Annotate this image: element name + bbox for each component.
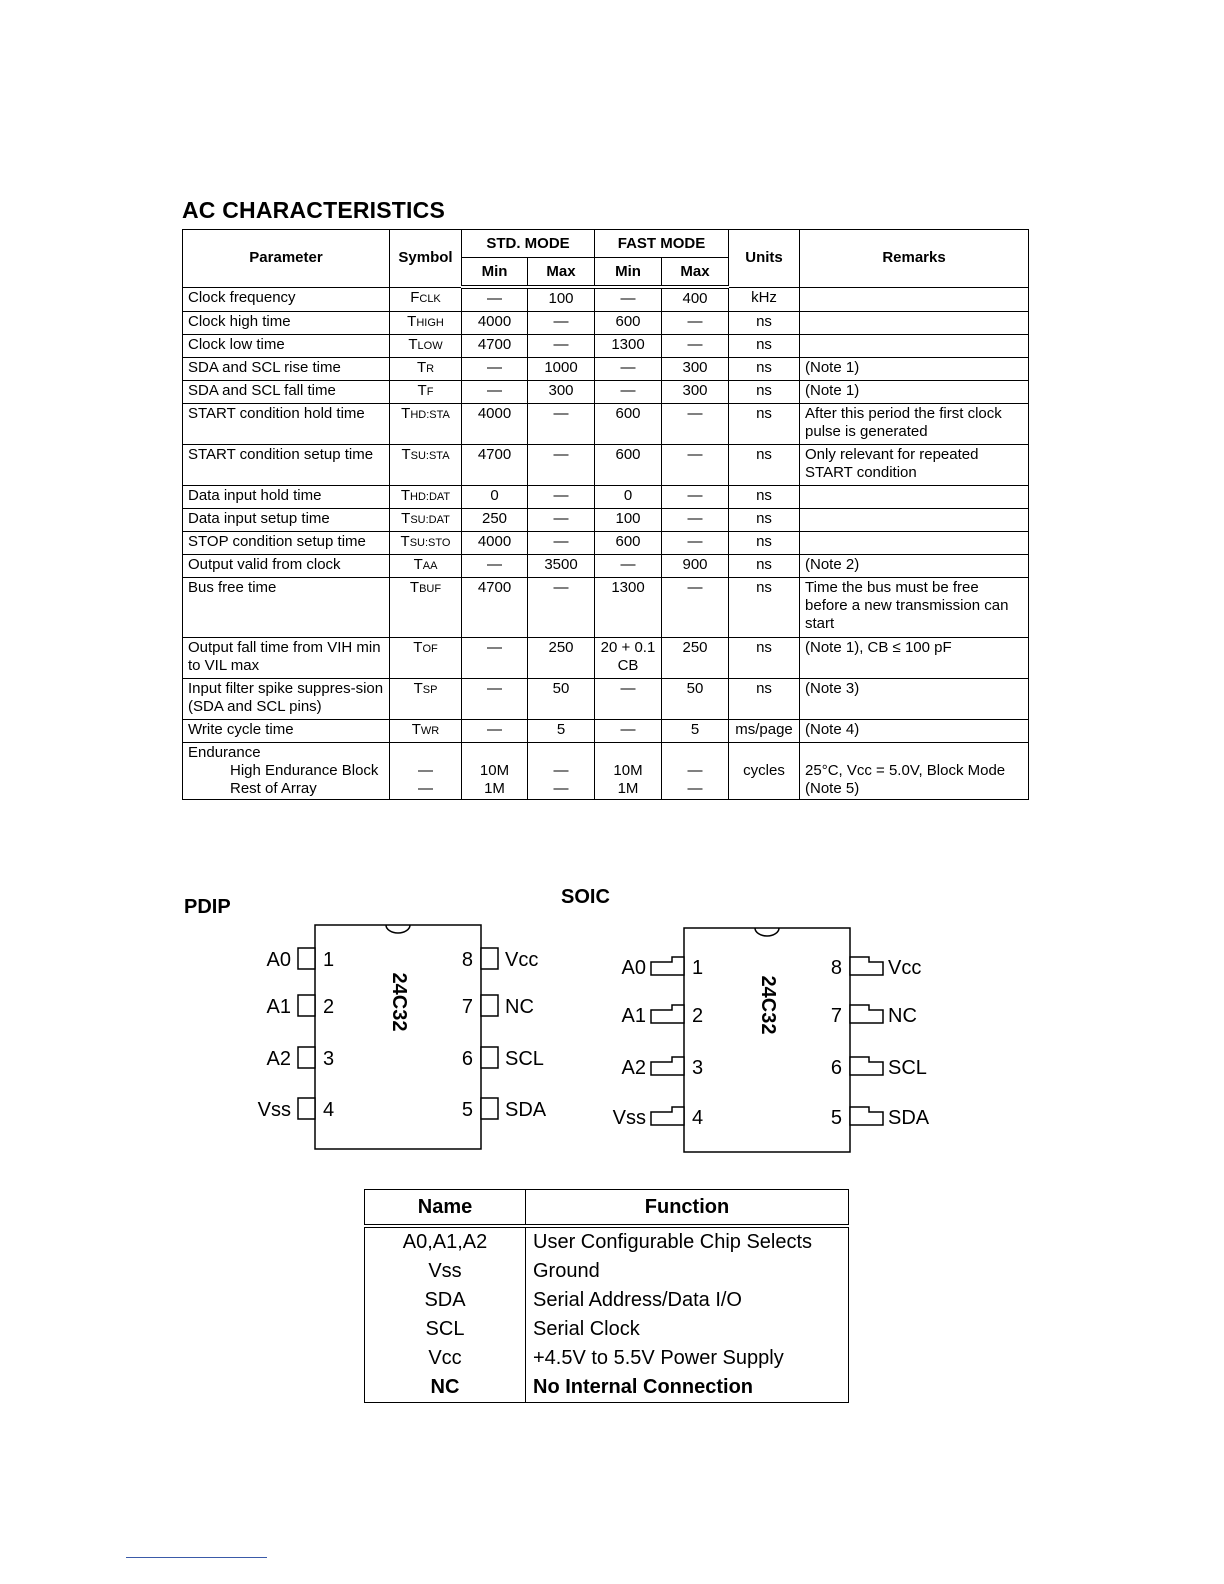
std-max-cell: — bbox=[528, 486, 595, 509]
fast-max-cell: — bbox=[662, 445, 729, 486]
fast-max-cell: — bbox=[662, 578, 729, 638]
remarks-cell: After this period the first clock pulse is generated bbox=[800, 404, 1029, 445]
symbol-cell: TBUF bbox=[390, 578, 462, 638]
remarks-cell: (Note 3) bbox=[800, 679, 1029, 720]
fast-min-cell: — bbox=[595, 555, 662, 578]
pin-name-label: Vss bbox=[257, 1099, 291, 1121]
param-cell: Output valid from clock bbox=[183, 555, 390, 578]
pin-lead bbox=[481, 1047, 498, 1068]
std-min-cell: 0 bbox=[462, 486, 528, 509]
table-row bbox=[183, 638, 1029, 679]
pin-lead bbox=[651, 1057, 684, 1075]
fast-max-cell: 300 bbox=[662, 381, 729, 404]
table-row bbox=[183, 404, 1029, 445]
remarks-cell: (Note 1), CB ≤ 100 pF bbox=[800, 638, 1029, 679]
std-max-cell: 50 bbox=[528, 679, 595, 720]
units-cell: ns bbox=[729, 381, 800, 404]
std-min-cell: — bbox=[462, 720, 528, 743]
symbol-cell: THD:STA bbox=[390, 404, 462, 445]
pin-name-cell: NC bbox=[365, 1373, 526, 1403]
param-cell: Bus free time bbox=[183, 578, 390, 638]
std-min-cell: 4700 bbox=[462, 335, 528, 358]
pin-lead bbox=[298, 995, 315, 1016]
std-min-cell: — bbox=[462, 358, 528, 381]
std-min-cell: — bbox=[462, 679, 528, 720]
units-cell: ns bbox=[729, 486, 800, 509]
endurance-remarks1: 25°C, Vcc = 5.0V, Block Mode bbox=[805, 762, 1006, 779]
pin-name-label: SCL bbox=[505, 1048, 544, 1070]
pin-name-label: Vss bbox=[612, 1107, 646, 1129]
units-cell: ns bbox=[729, 335, 800, 358]
pin-name-label: A1 bbox=[266, 996, 291, 1018]
remarks-cell: (Note 2) bbox=[800, 555, 1029, 578]
symbol-cell: TLOW bbox=[390, 335, 462, 358]
pin-function-cell: Serial Address/Data I/O bbox=[526, 1286, 849, 1315]
endurance-label: Endurance bbox=[188, 744, 261, 761]
std-min-cell: 4000 bbox=[462, 404, 528, 445]
symbol-cell: TWR bbox=[390, 720, 462, 743]
pin-number: 6 bbox=[461, 1048, 473, 1070]
remarks-cell bbox=[800, 312, 1029, 335]
fast-max-cell: 5 bbox=[662, 720, 729, 743]
fast-min-cell: 20 + 0.1 CB bbox=[595, 638, 662, 679]
endurance-sym2: — bbox=[418, 780, 433, 797]
header-symbol: Symbol bbox=[390, 230, 462, 288]
table-row bbox=[183, 287, 1029, 312]
table-row bbox=[183, 578, 1029, 638]
table-row bbox=[183, 445, 1029, 486]
pin-name-cell: Vcc bbox=[365, 1344, 526, 1373]
pin-number: 2 bbox=[323, 996, 335, 1018]
remarks-cell bbox=[800, 335, 1029, 358]
std-min-cell: 4000 bbox=[462, 532, 528, 555]
param-cell: START condition setup time bbox=[183, 445, 390, 486]
std-max-cell: — bbox=[528, 578, 595, 638]
pin-name-label: A1 bbox=[621, 1005, 646, 1027]
fast-max-cell: 50 bbox=[662, 679, 729, 720]
symbol-cell: TSU:STA bbox=[390, 445, 462, 486]
table-row bbox=[183, 358, 1029, 381]
endurance-fast-max2: — bbox=[687, 780, 703, 797]
symbol-cell: TSU:DAT bbox=[390, 509, 462, 532]
pin-number: 6 bbox=[830, 1057, 842, 1079]
pin-number: 7 bbox=[830, 1005, 842, 1027]
pin-lead bbox=[850, 1005, 883, 1023]
fast-min-cell: — bbox=[595, 720, 662, 743]
table-row bbox=[365, 1257, 849, 1286]
std-min-cell: 4700 bbox=[462, 445, 528, 486]
pin-number: 4 bbox=[323, 1099, 335, 1121]
pin-name-cell: SDA bbox=[365, 1286, 526, 1315]
fast-max-cell: — bbox=[662, 335, 729, 358]
pin-name-cell: SCL bbox=[365, 1315, 526, 1344]
param-cell: START condition hold time bbox=[183, 404, 390, 445]
remarks-cell bbox=[800, 509, 1029, 532]
units-cell: ns bbox=[729, 312, 800, 335]
table-row bbox=[183, 335, 1029, 358]
pin-number: 3 bbox=[692, 1057, 704, 1079]
header-remarks: Remarks bbox=[800, 230, 1029, 288]
table-row bbox=[365, 1226, 849, 1257]
units-cell: ns bbox=[729, 404, 800, 445]
pin-name-label: Vcc bbox=[505, 949, 539, 971]
units-cell: ns bbox=[729, 638, 800, 679]
units-cell: ns bbox=[729, 679, 800, 720]
table-row bbox=[183, 679, 1029, 720]
std-max-cell: 250 bbox=[528, 638, 595, 679]
fast-min-cell: 600 bbox=[595, 312, 662, 335]
param-cell: Data input hold time bbox=[183, 486, 390, 509]
pin-number: 3 bbox=[323, 1048, 335, 1070]
fast-min-cell: — bbox=[595, 358, 662, 381]
chip-body bbox=[684, 928, 850, 1152]
units-cell: ns bbox=[729, 445, 800, 486]
pin-function-header: Function bbox=[526, 1190, 849, 1227]
ac-characteristics-table bbox=[182, 229, 1029, 800]
fast-max-cell: 400 bbox=[662, 287, 729, 312]
param-cell: Data input setup time bbox=[183, 509, 390, 532]
std-max-cell: — bbox=[528, 404, 595, 445]
fast-min-cell: 0 bbox=[595, 486, 662, 509]
table-row bbox=[183, 381, 1029, 404]
units-cell: ns bbox=[729, 509, 800, 532]
table-row bbox=[183, 312, 1029, 335]
std-max-cell: — bbox=[528, 509, 595, 532]
fast-max-cell: 250 bbox=[662, 638, 729, 679]
param-cell: Clock frequency bbox=[183, 287, 390, 312]
param-cell: Clock high time bbox=[183, 312, 390, 335]
ac-characteristics-title: AC CHARACTERISTICS bbox=[182, 197, 445, 223]
std-max-cell: — bbox=[528, 445, 595, 486]
fast-min-cell: — bbox=[595, 381, 662, 404]
units-cell: ns bbox=[729, 578, 800, 638]
fast-min-cell: 600 bbox=[595, 532, 662, 555]
header-fast-min: Min bbox=[595, 258, 662, 288]
fast-min-cell: — bbox=[595, 679, 662, 720]
fast-min-cell: 600 bbox=[595, 445, 662, 486]
pin-number: 5 bbox=[830, 1107, 842, 1129]
endurance-std-min2: 1M bbox=[484, 780, 505, 797]
soic-package-diagram bbox=[600, 918, 945, 1163]
header-std-min: Min bbox=[462, 258, 528, 288]
fast-max-cell: 900 bbox=[662, 555, 729, 578]
pin-name-cell: A0,A1,A2 bbox=[365, 1226, 526, 1257]
symbol-cell: TF bbox=[390, 381, 462, 404]
endurance-std-min1: 10M bbox=[479, 762, 510, 779]
remarks-cell: (Note 1) bbox=[800, 381, 1029, 404]
table-row bbox=[365, 1344, 849, 1373]
pin-function-cell: Ground bbox=[526, 1257, 849, 1286]
remarks-cell bbox=[800, 486, 1029, 509]
endurance-std-max1: — bbox=[553, 762, 569, 779]
remarks-cell bbox=[800, 532, 1029, 555]
pin-lead bbox=[481, 948, 498, 969]
pin-function-cell: User Configurable Chip Selects bbox=[526, 1226, 849, 1257]
pin-function-table bbox=[364, 1189, 849, 1403]
units-cell: ns bbox=[729, 358, 800, 381]
std-min-cell: — bbox=[462, 638, 528, 679]
fast-max-cell: — bbox=[662, 486, 729, 509]
fast-max-cell: — bbox=[662, 404, 729, 445]
std-min-cell: — bbox=[462, 555, 528, 578]
remarks-cell bbox=[800, 287, 1029, 312]
units-cell: ms/page bbox=[729, 720, 800, 743]
chip-name: 24C32 bbox=[757, 975, 779, 1035]
pin-lead bbox=[850, 957, 883, 975]
pin-name-label: SDA bbox=[505, 1099, 547, 1121]
pin-number: 5 bbox=[461, 1099, 473, 1121]
pin-lead bbox=[298, 948, 315, 969]
table-row bbox=[183, 555, 1029, 578]
symbol-cell: THIGH bbox=[390, 312, 462, 335]
chip-name: 24C32 bbox=[388, 972, 410, 1032]
table-row bbox=[365, 1373, 849, 1403]
fast-min-cell: 600 bbox=[595, 404, 662, 445]
param-cell: SDA and SCL fall time bbox=[183, 381, 390, 404]
std-max-cell: — bbox=[528, 532, 595, 555]
pin-name-label: SDA bbox=[888, 1107, 930, 1129]
pin-lead bbox=[298, 1047, 315, 1068]
pin-name-cell: Vss bbox=[365, 1257, 526, 1286]
notch-icon bbox=[386, 925, 410, 933]
pin-number: 7 bbox=[461, 996, 473, 1018]
std-min-cell: 4700 bbox=[462, 578, 528, 638]
header-std-max: Max bbox=[528, 258, 595, 288]
pin-name-label: SCL bbox=[888, 1057, 927, 1079]
pin-name-label: A2 bbox=[266, 1048, 291, 1070]
remarks-cell: (Note 1) bbox=[800, 358, 1029, 381]
pin-lead bbox=[850, 1107, 883, 1125]
notch-icon bbox=[755, 928, 779, 936]
remarks-cell: Only relevant for repeated START condition bbox=[800, 445, 1029, 486]
pin-number: 1 bbox=[323, 949, 335, 971]
header-fast-mode: FAST MODE bbox=[595, 230, 729, 258]
std-min-cell: — bbox=[462, 287, 528, 312]
table-row bbox=[365, 1315, 849, 1344]
symbol-cell: TSP bbox=[390, 679, 462, 720]
fast-max-cell: 300 bbox=[662, 358, 729, 381]
pin-name-label: A2 bbox=[621, 1057, 646, 1079]
pdip-label: PDIP bbox=[184, 896, 231, 918]
fast-min-cell: 1300 bbox=[595, 335, 662, 358]
std-min-cell: — bbox=[462, 381, 528, 404]
pin-name-label: Vcc bbox=[888, 957, 922, 979]
header-units: Units bbox=[729, 230, 800, 288]
symbol-cell: TAA bbox=[390, 555, 462, 578]
footnote-divider bbox=[126, 1557, 267, 1558]
symbol-cell: FCLK bbox=[390, 287, 462, 312]
pin-lead bbox=[850, 1057, 883, 1075]
pin-lead bbox=[651, 1005, 684, 1023]
pin-name-label: A0 bbox=[621, 957, 646, 979]
pin-function-cell: Serial Clock bbox=[526, 1315, 849, 1344]
table-row bbox=[183, 509, 1029, 532]
std-min-cell: 4000 bbox=[462, 312, 528, 335]
pin-number: 1 bbox=[692, 957, 704, 979]
fast-min-cell: 100 bbox=[595, 509, 662, 532]
remarks-cell: Time the bus must be free before a new transmission can start bbox=[800, 578, 1029, 638]
symbol-cell: THD:DAT bbox=[390, 486, 462, 509]
endurance-fast-min1: 10M bbox=[613, 762, 643, 779]
std-max-cell: 1000 bbox=[528, 358, 595, 381]
fast-max-cell: — bbox=[662, 509, 729, 532]
pin-name-label: NC bbox=[888, 1005, 917, 1027]
pin-number: 8 bbox=[830, 957, 842, 979]
units-cell: kHz bbox=[729, 287, 800, 312]
table-row bbox=[183, 743, 1029, 800]
units-cell: ns bbox=[729, 555, 800, 578]
param-cell: Write cycle time bbox=[183, 720, 390, 743]
pin-lead bbox=[651, 1107, 684, 1125]
table-row bbox=[183, 486, 1029, 509]
std-max-cell: — bbox=[528, 312, 595, 335]
pin-number: 2 bbox=[692, 1005, 704, 1027]
table-row bbox=[183, 720, 1029, 743]
pin-function-cell: No Internal Connection bbox=[526, 1373, 849, 1403]
std-max-cell: 300 bbox=[528, 381, 595, 404]
symbol-cell: TOF bbox=[390, 638, 462, 679]
pin-function-cell: +4.5V to 5.5V Power Supply bbox=[526, 1344, 849, 1373]
param-cell: Input filter spike suppres-sion (SDA and SCL pins) bbox=[183, 679, 390, 720]
pin-lead bbox=[481, 995, 498, 1016]
fast-max-cell: — bbox=[662, 312, 729, 335]
param-cell: SDA and SCL rise time bbox=[183, 358, 390, 381]
std-max-cell: 100 bbox=[528, 287, 595, 312]
pin-name-header: Name bbox=[365, 1190, 526, 1227]
std-min-cell: 250 bbox=[462, 509, 528, 532]
header-std-mode: STD. MODE bbox=[462, 230, 595, 258]
symbol-cell: TSU:STO bbox=[390, 532, 462, 555]
soic-label: SOIC bbox=[561, 886, 610, 908]
endurance-param-cell bbox=[183, 743, 390, 800]
std-max-cell: — bbox=[528, 335, 595, 358]
std-max-cell: 5 bbox=[528, 720, 595, 743]
endurance-remarks2: (Note 5) bbox=[805, 780, 860, 797]
pdip-package-diagram bbox=[240, 915, 570, 1160]
pin-lead bbox=[651, 957, 684, 975]
header-parameter: Parameter bbox=[183, 230, 390, 288]
param-cell: Output fall time from VIH min to VIL max bbox=[183, 638, 390, 679]
pin-lead bbox=[481, 1098, 498, 1119]
endurance-fast-min2: 1M bbox=[617, 780, 639, 797]
pin-number: 8 bbox=[461, 949, 473, 971]
fast-min-cell: 1300 bbox=[595, 578, 662, 638]
pin-name-label: A0 bbox=[266, 949, 291, 971]
units-cell: ns bbox=[729, 532, 800, 555]
table-row bbox=[183, 532, 1029, 555]
endurance-sub2: Rest of Array bbox=[230, 780, 317, 797]
endurance-sub1: High Endurance Block bbox=[230, 762, 379, 779]
pin-number: 4 bbox=[692, 1107, 704, 1129]
param-cell: Clock low time bbox=[183, 335, 390, 358]
pin-lead bbox=[298, 1098, 315, 1119]
table-row bbox=[365, 1286, 849, 1315]
chip-body bbox=[315, 925, 481, 1149]
endurance-units: cycles bbox=[743, 762, 785, 779]
remarks-cell: (Note 4) bbox=[800, 720, 1029, 743]
symbol-cell: TR bbox=[390, 358, 462, 381]
fast-min-cell: — bbox=[595, 287, 662, 312]
endurance-std-max2: — bbox=[553, 780, 569, 797]
fast-max-cell: — bbox=[662, 532, 729, 555]
endurance-sym1: — bbox=[418, 762, 433, 779]
pin-name-label: NC bbox=[505, 996, 534, 1018]
std-max-cell: 3500 bbox=[528, 555, 595, 578]
endurance-fast-max1: — bbox=[687, 762, 703, 779]
header-fast-max: Max bbox=[662, 258, 729, 288]
param-cell: STOP condition setup time bbox=[183, 532, 390, 555]
